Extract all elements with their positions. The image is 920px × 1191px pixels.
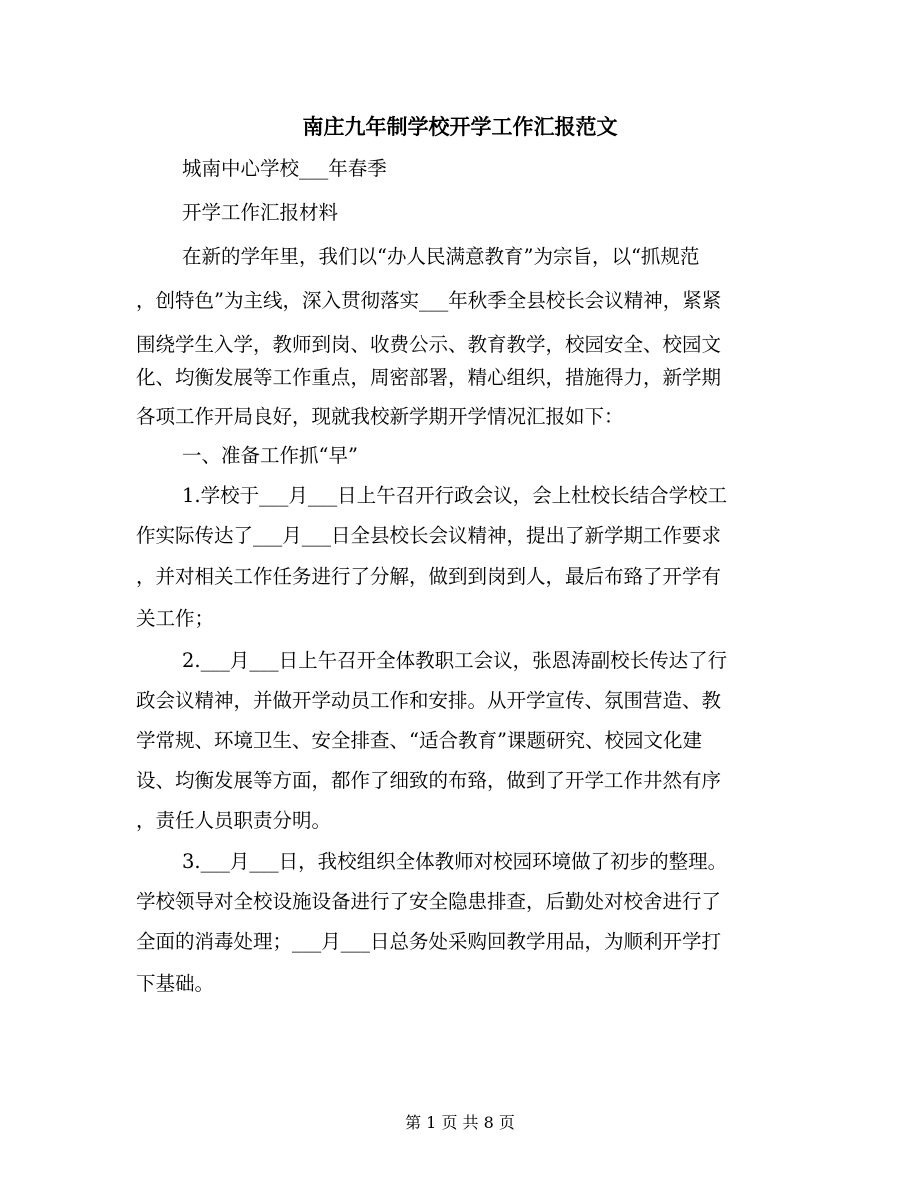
body-line: 作实际传达了___月___日全县校长会议精神，提出了新学期工作要求: [136, 524, 722, 547]
section-heading: 一、准备工作抓“早”: [182, 444, 358, 467]
body-line: 在新的学年里，我们以“办人民满意教育”为宗旨，以“抓规范: [182, 245, 700, 268]
body-line: 关工作；: [136, 607, 215, 630]
body-line: 学常规、环境卫生、安全排查、“适合教育”课题研究、校园文化建: [136, 729, 702, 752]
body-line: 城南中心学校___年春季: [182, 157, 387, 180]
body-line: 开学工作汇报材料: [182, 201, 339, 224]
document-title: 南庄九年制学校开学工作汇报范文: [302, 114, 618, 139]
body-line: ，创特色”为主线，深入贯彻落实___年秋季全县校长会议精神，紧紧: [136, 289, 722, 312]
body-line: ，并对相关工作任务进行了分解，做到到岗到人，最后布臵了开学有: [136, 565, 722, 588]
body-line: 2.___月___日上午召开全体教职工会议，张恩涛副校长传达了行: [182, 649, 728, 672]
body-line: ，责任人员职责分明。: [136, 809, 332, 832]
body-line: 各项工作开局良好，现就我校新学期开学情况汇报如下：: [136, 405, 624, 428]
body-line: 设、均衡发展等方面，都作了细致的布臵，做到了开学工作井然有序: [136, 769, 722, 792]
body-line: 全面的消毒处理；___月___日总务处采购回教学用品，为顺利开学打: [136, 930, 722, 953]
body-line: 学校领导对全校设施设备进行了安全隐患排查，后勤处对校舍进行了: [136, 890, 722, 913]
page-number: 第 1 页 共 8 页: [405, 1113, 515, 1132]
body-line: 1.学校于___月___日上午召开行政会议，会上杜校长结合学校工: [182, 484, 728, 507]
body-line: 3.___月___日，我校组织全体教师对校园环境做了初步的整理。: [182, 850, 728, 873]
body-line: 政会议精神，并做开学动员工作和安排。从开学宣传、氛围营造、教: [136, 689, 722, 712]
body-line: 化、均衡发展等工作重点，周密部署，精心组织，措施得力，新学期: [136, 366, 722, 389]
body-line: 下基础。: [136, 972, 215, 995]
body-line: 围绕学生入学，教师到岗、收费公示、教育教学，校园安全、校园文: [136, 333, 722, 356]
